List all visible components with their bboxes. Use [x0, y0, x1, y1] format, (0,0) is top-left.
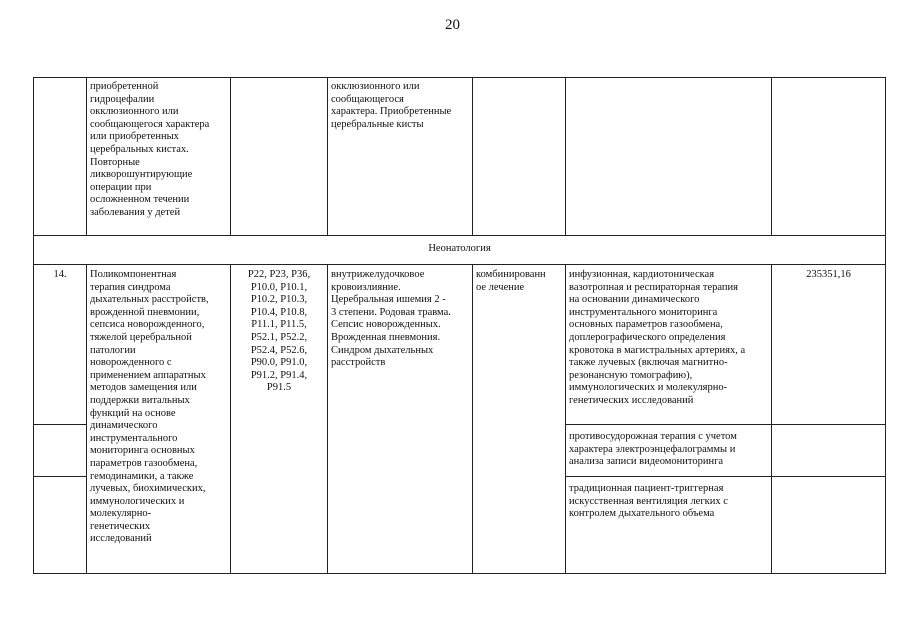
row-divider: [33, 264, 886, 265]
column-divider: [565, 77, 566, 235]
column-divider: [86, 264, 87, 574]
sub-row-divider: [565, 476, 886, 477]
treatment-method-cell: традиционная пациент-триггерная искусственная вентиляция легких с контролем дыхательного объема: [569, 483, 728, 520]
prev-row-condition-cell: окклюзионного или сообщающегося характера. Приобретенные церебральные кисты: [331, 81, 452, 130]
column-divider: [472, 77, 473, 235]
sub-row-divider: [33, 424, 86, 425]
treatment-type-cell: комбинированн ое лечение: [476, 269, 546, 293]
row-number-cell: 14.: [53, 269, 67, 280]
column-divider: [472, 264, 473, 574]
column-divider: [230, 77, 231, 235]
sub-row-divider: [565, 424, 886, 425]
patient-condition-cell: внутрижелудочковое кровоизлияние. Церебральная ишемия 2 - 3 степени. Родовая травма. Сепсис новорожденных. Врожденная пневмония. Синдром дыхательных расстройств: [331, 269, 451, 369]
row-divider: [33, 235, 886, 236]
table-border-left: [33, 77, 34, 574]
column-divider: [565, 264, 566, 574]
section-title: Неонатология: [428, 243, 491, 254]
sub-row-divider: [33, 476, 86, 477]
column-divider: [327, 264, 328, 574]
cost-cell: 235351,16: [806, 269, 851, 280]
column-divider: [86, 77, 87, 235]
diagnosis-codes-cell: P22, P23, P36, P10.0, P10.1, P10.2, P10.3, P10.4, P10.8, P11.1, P11.5, P52.1, P52.2, P52.4, P52.6, P90.0, P91.0, P91.2, P91.4, P91.5: [247, 269, 311, 394]
column-divider: [230, 264, 231, 574]
row-name-cell: Поликомпонентная терапия синдрома дыхательных расстройств, врожденной пневмонии, сепсиса новорожденного, тяжелой церебральной патологии новорожденного с применением аппаратных методов замещения или поддержки витальных функций на основе динамического инструментального мониторинга основных параметров газообмена, гемодинамики, а также лучевых, биохимических, иммунологических и молекулярно- генетических исследований: [90, 269, 209, 545]
page-number: 20: [445, 17, 460, 33]
table-border-bottom: [33, 573, 886, 574]
prev-row-name-cell: приобретенной гидроцефалии окклюзионного или сообщающегося характера или приобретенных церебральных кистах. Повторные ликворошунтирующие операции при осложненном течении заболевания у детей: [90, 81, 210, 218]
treatment-method-cell: противосудорожная терапия с учетом характера электроэнцефалограммы и анализа записи видеомониторинга: [569, 431, 737, 468]
column-divider: [771, 264, 772, 574]
medical-care-table: [33, 77, 886, 574]
table-border-top: [33, 77, 886, 78]
treatment-method-cell: инфузионная, кардиотоническая вазотропная и респираторная терапия на основании динамического инструментального мониторинга основных параметров газообмена, доплерографического определения кровотока в магистральных артериях, а также лучевых (включая магнитно- резонансную томографию), иммунологических и молекулярно- генетических исследований: [569, 269, 746, 406]
column-divider: [327, 77, 328, 235]
table-border-right: [885, 77, 886, 574]
column-divider: [771, 77, 772, 235]
